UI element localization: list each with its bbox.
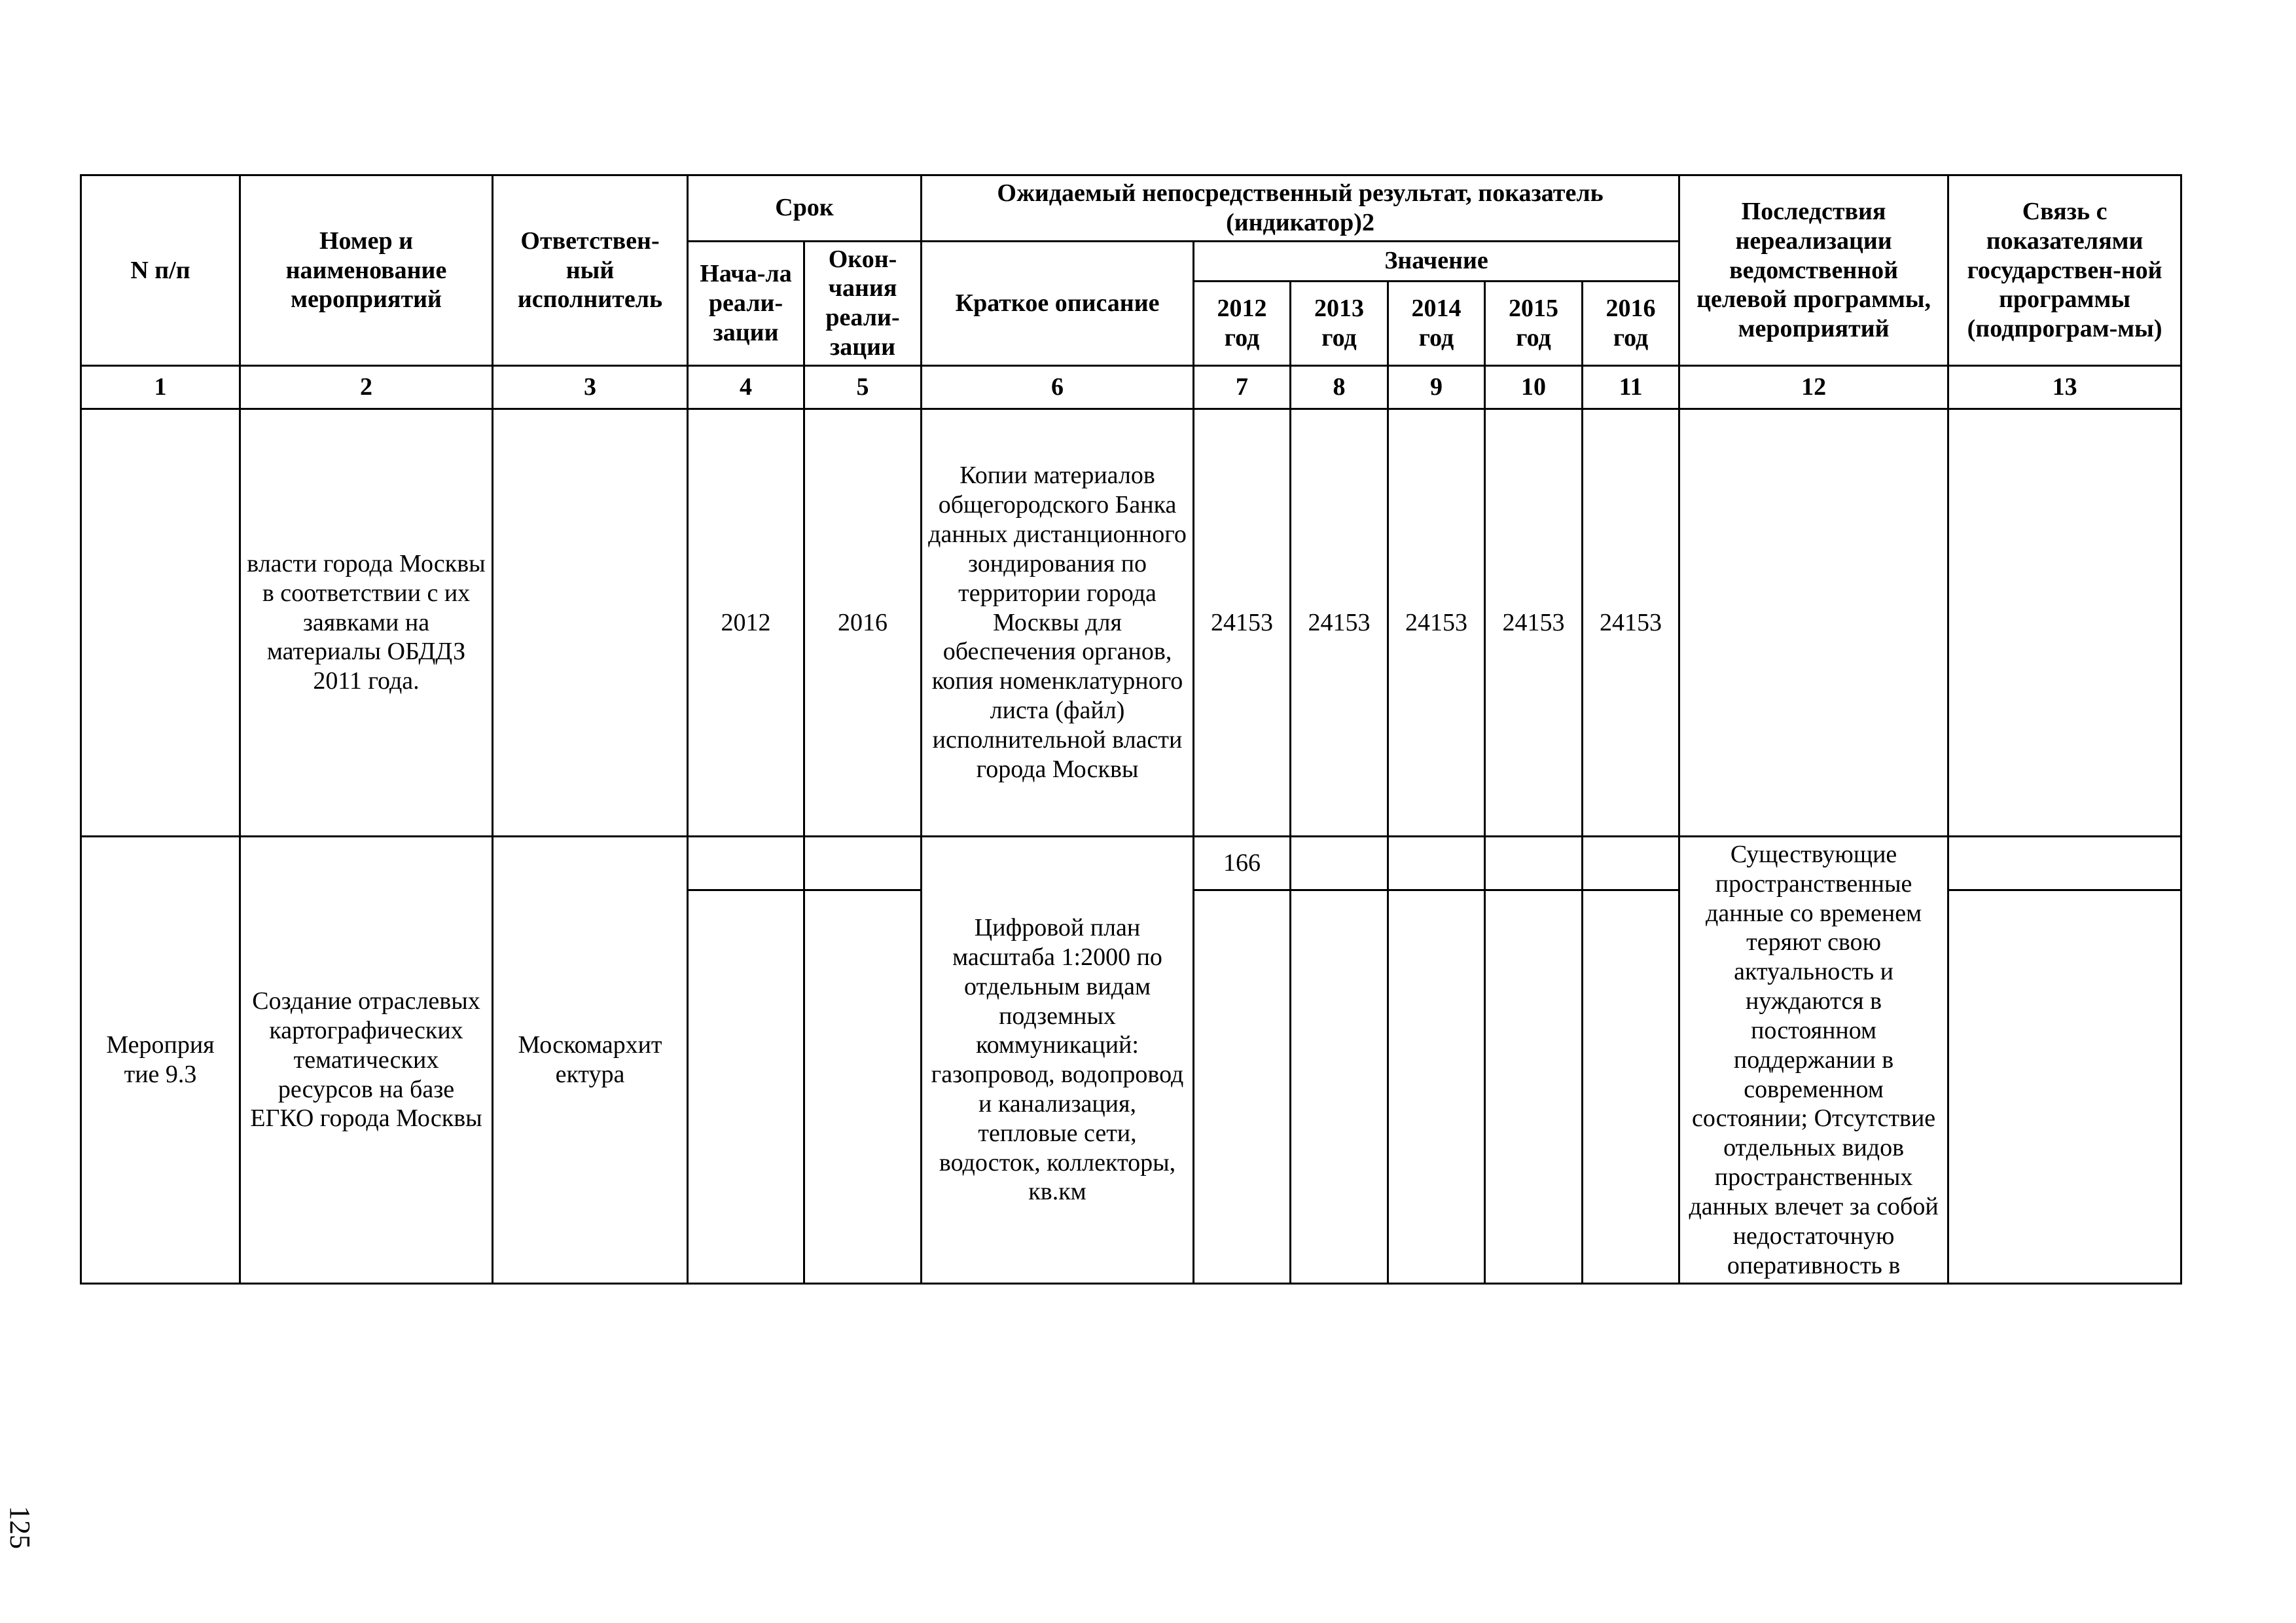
row2-value-2015	[1485, 836, 1583, 890]
column-number: 12	[1679, 365, 1948, 409]
header-row-1	[81, 175, 2181, 242]
row2-start	[688, 836, 804, 890]
row2-num: Мероприя тие 9.3	[81, 836, 240, 1283]
row2-end	[804, 836, 922, 890]
row1-value-2015: 24153	[1485, 409, 1583, 836]
row1-num	[81, 409, 240, 836]
header-srok: Срок	[688, 175, 922, 242]
table-row	[81, 836, 2181, 890]
row2b-value-2016	[1583, 890, 1679, 1284]
header-description: Краткое описание	[922, 241, 1194, 365]
header-end: Окон-чания реали-зации	[804, 241, 922, 365]
column-number: 11	[1583, 365, 1679, 409]
row1-description: Копии материалов общегородского Банка данных дистанционного зондирования по территории города Москвы для обеспечения органов, копия номенклатурного листа (файл) исполнительной власти города Москвы	[922, 409, 1194, 836]
table-row	[81, 409, 2181, 836]
row1-value-2016: 24153	[1583, 409, 1679, 836]
row2b-value-2014	[1388, 890, 1485, 1284]
row2-description: Цифровой план масштаба 1:2000 по отдельным видам подземных коммуникаций: газопровод, водопровод и канализация, тепловые сети, водосток, коллекторы, кв.км	[922, 836, 1194, 1283]
row2b-start	[688, 890, 804, 1284]
column-number: 6	[922, 365, 1194, 409]
row1-consequences	[1679, 409, 1948, 836]
row2b-end	[804, 890, 922, 1284]
header-year-2013: 2013 год	[1291, 281, 1388, 365]
row1-value-2012: 24153	[1194, 409, 1291, 836]
header-result: Ожидаемый непосредственный результат, показатель (индикатор)2	[922, 175, 1679, 242]
column-number: 1	[81, 365, 240, 409]
row2-value-2012: 166	[1194, 836, 1291, 890]
column-number-row	[81, 365, 2181, 409]
header-start: Нача-ла реали-зации	[688, 241, 804, 365]
row1-link	[1948, 409, 2181, 836]
row1-value-2014: 24153	[1388, 409, 1485, 836]
row2b-link	[1948, 890, 2181, 1284]
row2-link	[1948, 836, 2181, 890]
column-number: 9	[1388, 365, 1485, 409]
header-link: Связь с показателями государствен-ной программы (подпрограм-мы)	[1948, 175, 2181, 366]
row1-name: власти города Москвы в соответствии с их заявками на материалы ОБДДЗ 2011 года.	[240, 409, 493, 836]
row2-value-2013	[1291, 836, 1388, 890]
row2b-value-2013	[1291, 890, 1388, 1284]
header-year-2016: 2016 год	[1583, 281, 1679, 365]
row1-value-2013: 24153	[1291, 409, 1388, 836]
measures-table	[80, 174, 2182, 1285]
header-name: Номер и наименование мероприятий	[240, 175, 493, 366]
column-number: 8	[1291, 365, 1388, 409]
column-number: 2	[240, 365, 493, 409]
column-number: 10	[1485, 365, 1583, 409]
header-executor: Ответствен-ный исполнитель	[493, 175, 688, 366]
header-znachenie: Значение	[1194, 241, 1679, 281]
column-number: 3	[493, 365, 688, 409]
page-number: 125	[4, 1506, 36, 1549]
header-year-2015: 2015 год	[1485, 281, 1583, 365]
column-number: 7	[1194, 365, 1291, 409]
row2b-value-2015	[1485, 890, 1583, 1284]
row2-consequences: Существующие пространственные данные со временем теряют свою актуальность и нуждаются в постоянном поддержании в современном состоянии; Отсутствие отдельных видов пространственных данных влечет за собой недостаточную оперативность в	[1679, 836, 1948, 1283]
header-year-2012: 2012 год	[1194, 281, 1291, 365]
row2-executor: Москомархит ектура	[493, 836, 688, 1283]
row2-value-2014	[1388, 836, 1485, 890]
row2-value-2016	[1583, 836, 1679, 890]
row1-end: 2016	[804, 409, 922, 836]
column-number: 5	[804, 365, 922, 409]
row1-executor	[493, 409, 688, 836]
row2b-value-2012	[1194, 890, 1291, 1284]
row1-start: 2012	[688, 409, 804, 836]
column-number: 4	[688, 365, 804, 409]
row2-name: Создание отраслевых картографических тематических ресурсов на базе ЕГКО города Москвы	[240, 836, 493, 1283]
column-number: 13	[1948, 365, 2181, 409]
header-num: N п/п	[81, 175, 240, 366]
header-consequences: Последствия нереализации ведомственной целевой программы, мероприятий	[1679, 175, 1948, 366]
measures-table-sheet	[80, 174, 2180, 1285]
header-year-2014: 2014 год	[1388, 281, 1485, 365]
